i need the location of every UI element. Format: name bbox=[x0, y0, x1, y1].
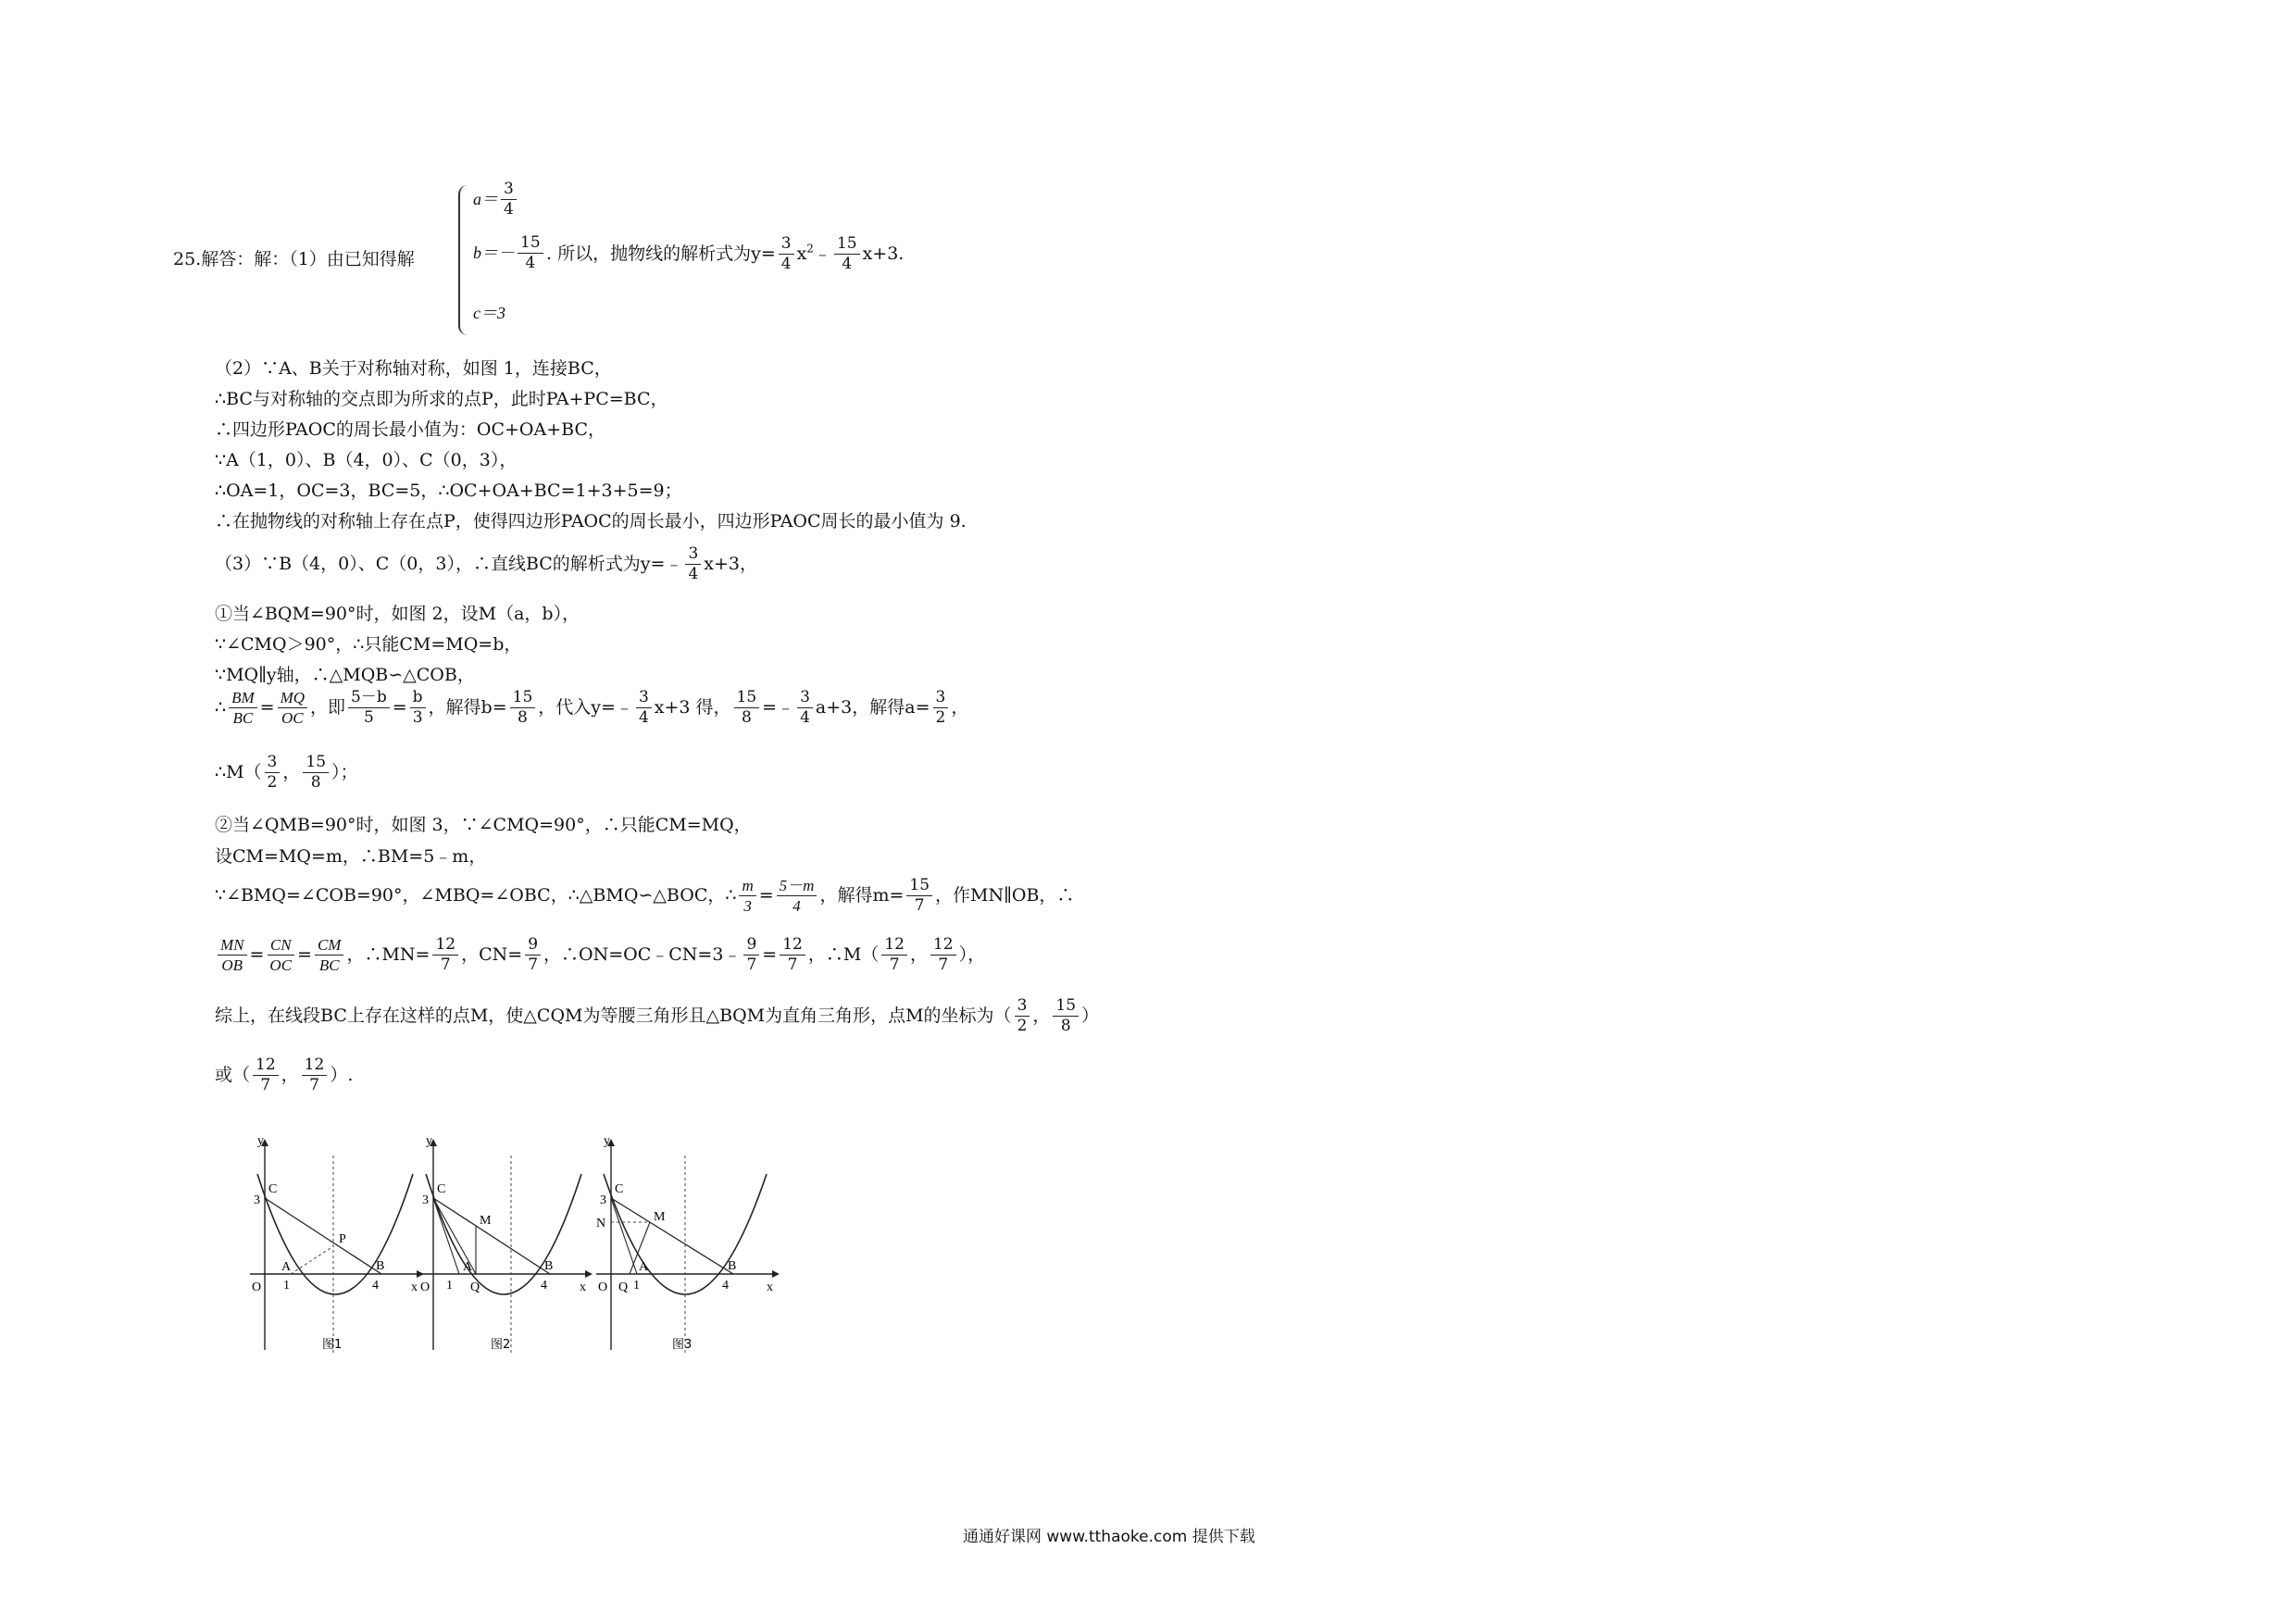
segment-CA bbox=[433, 1198, 459, 1274]
label-Q: Q bbox=[618, 1280, 629, 1294]
part2-line-1: （2）∵A、B关于对称轴对称，如图 1，连接BC， bbox=[215, 358, 612, 379]
caption-fig1: 图1 bbox=[322, 1338, 343, 1352]
label-A: A bbox=[639, 1260, 649, 1274]
part2-line-3: ∴四边形PAOC的周长最小值为：OC+OA+BC， bbox=[215, 419, 605, 440]
label-B: B bbox=[376, 1259, 385, 1273]
case1-line-3: ∵MQ∥y轴，∴△MQB∽△COB， bbox=[215, 665, 475, 685]
figure-1 bbox=[250, 1137, 426, 1359]
system-row-b: b＝－ $\frac{15}{4}$ bbox=[473, 235, 546, 272]
case2-line-2: 设CM=MQ=m，∴BM=5﹣m， bbox=[215, 846, 487, 867]
tick-4: 4 bbox=[541, 1279, 547, 1293]
case2-line-1: ②当∠QMB=90°时，如图 3，∵∠CMQ=90°，∴只能CM=MQ， bbox=[215, 815, 752, 835]
case1-line-2: ∵∠CMQ＞90°，∴只能CM=MQ=b， bbox=[215, 634, 522, 655]
case2-line-3: ∵∠BMQ=∠COB=90°，∠MBQ=∠OBC，∴△BMQ∽△BOC，∴ $\frac{m}{3}$ = $\frac{5-m}{4}$ ，解得m= $\frac{15}{7}$ ，作MN∥OB，∴ bbox=[215, 876, 1075, 915]
tick-1: 1 bbox=[446, 1279, 453, 1293]
answer-line-1-tail: . 所以，抛物线的解析式为y= $\frac{3}{4}$ $x^2﹣$ $\frac{15}{4}$ x+3. bbox=[546, 234, 905, 273]
label-x: x bbox=[411, 1280, 418, 1294]
label-O: O bbox=[598, 1280, 608, 1294]
label-M: M bbox=[480, 1214, 492, 1228]
system-brace bbox=[458, 185, 471, 335]
answer-line-1 bbox=[173, 245, 415, 270]
label-A: A bbox=[281, 1260, 292, 1274]
case1-line-4: ∴ $\frac{BM}{BC}$ = $\frac{MQ}{OC}$ ，即 $\frac{5-b}{5}$ = $\frac{b}{3}$ ，解得b= $\frac{15}{8}$ ，代入y=﹣ $\frac{3}{4}$ x+3 得， $\frac{15}{8}$ =﹣ $\frac{3}{4}$ a+3，解得a= $\frac{3}{2}$ ， bbox=[215, 688, 969, 727]
label-O: O bbox=[252, 1280, 262, 1294]
label-B: B bbox=[544, 1259, 554, 1273]
parabola bbox=[257, 1174, 413, 1294]
parabola bbox=[426, 1174, 581, 1294]
x-axis-arrow bbox=[772, 1270, 780, 1278]
label-B: B bbox=[728, 1259, 737, 1273]
tick-4: 4 bbox=[372, 1279, 379, 1293]
caption-fig2: 图2 bbox=[491, 1338, 511, 1352]
tick-1: 1 bbox=[283, 1279, 290, 1293]
part2-line-4: ∵A（1，0）、B（4，0）、C（0，3）， bbox=[215, 450, 518, 470]
tick-3: 3 bbox=[254, 1193, 260, 1207]
case1-line-1: ①当∠BQM=90°时，如图 2，设M（a，b）， bbox=[215, 604, 580, 624]
conclusion-line-1: 综上，在线段BC上存在这样的点M，使△CQM为等腰三角形且△BQM为直角三角形，点M的坐标为（ $\frac{3}{2}$ ， $\frac{15}{8}$ ） bbox=[215, 996, 1100, 1035]
segment-BC bbox=[611, 1198, 733, 1274]
system-row-c: c＝3 bbox=[473, 304, 505, 322]
label-C: C bbox=[437, 1182, 446, 1196]
label-x: x bbox=[580, 1280, 586, 1294]
answer-prefix: 25.解答：解：（1）由已知得解 bbox=[173, 249, 415, 269]
label-x: x bbox=[767, 1280, 773, 1294]
part2-line-6: ∴在抛物线的对称轴上存在点P，使得四边形PAOC的周长最小，四边形PAOC周长的最小值为 9. bbox=[215, 511, 967, 531]
system-row-a: a＝ $\frac{3}{4}$ bbox=[473, 181, 519, 219]
label-C: C bbox=[268, 1182, 278, 1196]
tick-1: 1 bbox=[633, 1279, 640, 1293]
equation-system bbox=[458, 181, 542, 339]
tick-3: 3 bbox=[422, 1193, 429, 1207]
footer-source: 通通好课网 www.tthaoke.com 提供下载 bbox=[963, 1528, 1255, 1546]
case1-line-5: ∴M（ $\frac{3}{2}$ ， $\frac{15}{8}$ ）； bbox=[215, 753, 358, 792]
part2-line-2: ∴BC与对称轴的交点即为所求的点P，此时PA+PC=BC， bbox=[215, 389, 668, 409]
label-O: O bbox=[420, 1280, 430, 1294]
tick-3: 3 bbox=[600, 1193, 606, 1207]
label-N: N bbox=[596, 1217, 606, 1230]
figure-2 bbox=[418, 1137, 594, 1359]
segment-AP bbox=[291, 1246, 333, 1274]
label-y: y bbox=[257, 1137, 264, 1148]
segment-BC bbox=[433, 1198, 550, 1274]
tick-4: 4 bbox=[722, 1279, 729, 1293]
label-P: P bbox=[339, 1232, 346, 1246]
label-M: M bbox=[654, 1210, 666, 1224]
label-y: y bbox=[604, 1137, 610, 1148]
x-axis-arrow bbox=[585, 1270, 593, 1278]
label-A: A bbox=[463, 1260, 473, 1274]
label-C: C bbox=[615, 1182, 624, 1196]
segment-CA bbox=[611, 1198, 637, 1274]
conclusion-line-2: 或（ $\frac{12}{7}$ ， $\frac{12}{7}$ ）. bbox=[215, 1056, 354, 1094]
label-Q: Q bbox=[470, 1280, 480, 1294]
part2-line-5: ∴OA=1，OC=3，BC=5，∴OC+OA+BC=1+3+5=9； bbox=[215, 481, 682, 501]
case2-line-4: $\frac{MN}{OB}$ = $\frac{CN}{OC}$ = $\frac{CM}{BC}$ ，∴MN= $\frac{12}{7}$ ，CN= $\frac{9}{7}$ ，∴ON=OC﹣CN=3﹣ $\frac{9}{7}$ = $\frac{12}{7}$ ，∴M（ $\frac{12}{7}$ ， $\frac{12}{7}$ ）， bbox=[215, 937, 985, 974]
figure-3 bbox=[596, 1137, 781, 1359]
caption-fig3: 图3 bbox=[672, 1338, 693, 1352]
part3-intro: （3）∵B（4，0）、C（0，3），∴直线BC的解析式为y=﹣ $\frac{3}{4}$ x+3， bbox=[215, 544, 758, 583]
label-y: y bbox=[426, 1137, 432, 1148]
